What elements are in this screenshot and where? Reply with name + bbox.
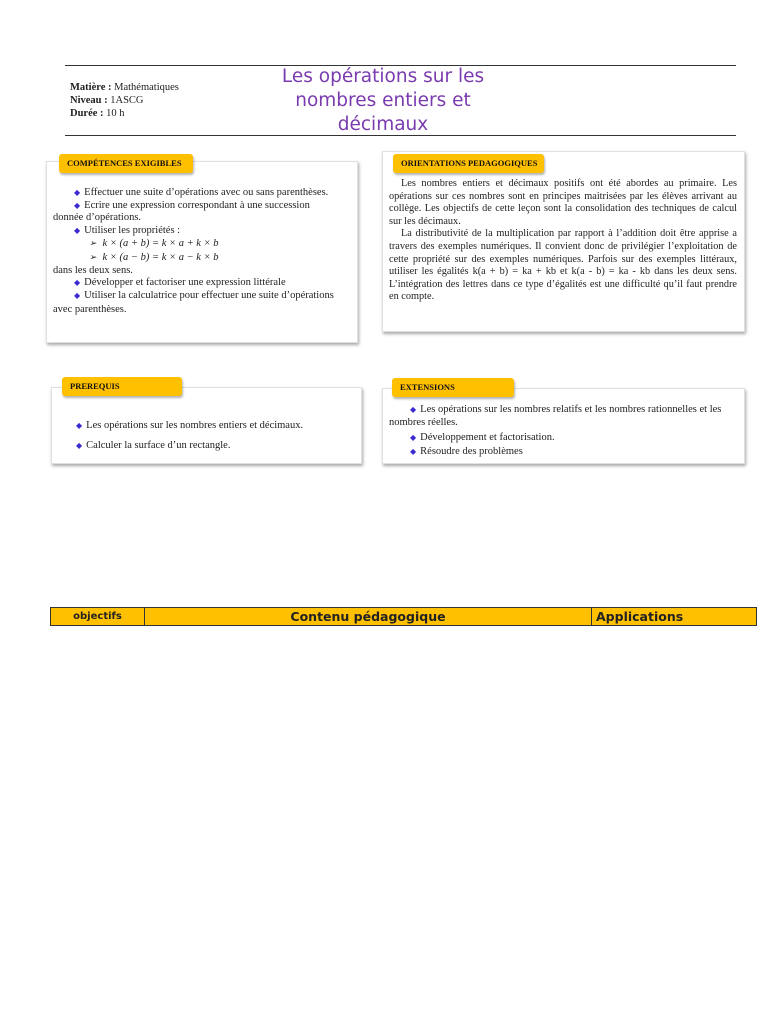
list-item (53, 200, 353, 213)
list-item (76, 416, 356, 436)
extensions-card (382, 388, 745, 464)
diamond-bullet-icon: ◆ (74, 278, 81, 288)
list-item (53, 225, 353, 238)
diamond-bullet-icon: ◆ (74, 290, 81, 300)
subject-value: Mathématiques (114, 82, 179, 93)
orientations-paragraph-2: La distributivité de la multiplication par rapport à l’addition doit être apprise a travers des exemples numériques. Il convient donc de privilégier l’exploitation de cette propriété sur des exemples numériques. Parfois sur des exemples littéraux, utiliser les égalités k(a + b) = ka + kb et k(a - b) = ka - kb dans les deux sens. L’intégration des lettres dans ce type d’égalités est une difficulté qu’il faut prendre en compte. (389, 228, 737, 303)
competences-tag: COMPÉTENCES EXIGIBLES (59, 154, 193, 173)
level-value: 1ASCG (110, 95, 144, 106)
list-item-text: Effectuer une suite d’opérations avec ou sans parenthèses. (84, 187, 329, 198)
orientations-card (382, 151, 745, 332)
arrow-bullet-icon: ➢ (89, 251, 97, 262)
formula-item (53, 237, 353, 251)
list-item-text: Développement et factorisation. (420, 432, 555, 443)
duration-label: Durée : (70, 108, 104, 119)
subject-label: Matière : (70, 82, 112, 93)
formula-text: k × (a − b) = k × a − k × b (102, 251, 219, 263)
course-meta (70, 81, 179, 120)
list-item-continuation: nombres réelles. (389, 417, 458, 428)
diamond-bullet-icon: ◆ (410, 433, 417, 442)
diamond-bullet-icon: ◆ (76, 441, 83, 450)
prerequis-tag: PREREQUIS (62, 377, 182, 396)
list-item (389, 445, 741, 458)
list-item-continuation: avec parenthèses. (53, 304, 127, 316)
list-item-continuation: dans les deux sens. (53, 264, 133, 276)
table-header-contenu: Contenu pédagogique (145, 608, 592, 625)
title-line-3: décimaux (337, 114, 429, 135)
formula-text: k × (a + b) = k × a + k × b (102, 238, 219, 250)
arrow-bullet-icon: ➢ (89, 238, 97, 249)
extensions-tag: EXTENSIONS (392, 378, 514, 397)
diamond-bullet-icon: ◆ (74, 200, 81, 210)
diamond-bullet-icon: ◆ (74, 188, 81, 197)
diamond-bullet-icon: ◆ (410, 405, 417, 414)
diamond-bullet-icon: ◆ (74, 225, 81, 235)
list-item-continuation: donnée d’opérations. (53, 212, 142, 224)
competences-card (46, 161, 358, 343)
table-header-objectifs: objectifs (51, 608, 145, 625)
list-item-text: Ecrire une expression correspondant à une succession (84, 199, 310, 211)
list-item-text: Utiliser la calculatrice pour effectuer une suite d’opérations (84, 289, 334, 301)
table-header-applications: Applications (596, 609, 684, 624)
list-item (389, 431, 741, 444)
list-item-text: Utiliser les propriétés : (84, 224, 181, 236)
level-label: Niveau : (70, 95, 108, 106)
prerequis-card (51, 387, 362, 464)
list-item (53, 187, 353, 200)
orientations-paragraph-1: Les nombres entiers et décimaux positifs ont été abordes au primaire. Les opérations sur ces nombres sont en principes maitrisées par les élèves arrivant au collège. Les objectifs de cette leçon sont la consolidation des techniques de calcul sur les décimaux. (389, 178, 737, 227)
diamond-bullet-icon: ◆ (410, 447, 417, 456)
orientations-tag: ORIENTATIONS PEDAGOGIQUES (393, 154, 544, 173)
list-item-text: Les opérations sur les nombres entiers et décimaux. (86, 420, 304, 431)
formula-item (53, 251, 353, 265)
duration-value: 10 h (106, 108, 125, 119)
list-item (53, 277, 353, 290)
list-item-text: Développer et factoriser une expression littérale (84, 277, 286, 289)
list-item (76, 436, 356, 456)
list-item-text: Les opérations sur les nombres relatifs et les nombres rationnelles et les (420, 404, 722, 415)
list-item (389, 403, 741, 416)
lesson-table-header (50, 607, 757, 626)
title-line-2: nombres entiers et (295, 90, 471, 111)
list-item (53, 290, 353, 303)
title-line-1: Les opérations sur les (281, 66, 485, 87)
page-title (255, 65, 511, 137)
diamond-bullet-icon: ◆ (76, 421, 83, 430)
list-item-text: Résoudre des problèmes (420, 446, 523, 457)
list-item-text: Calculer la surface d’un rectangle. (86, 440, 231, 451)
